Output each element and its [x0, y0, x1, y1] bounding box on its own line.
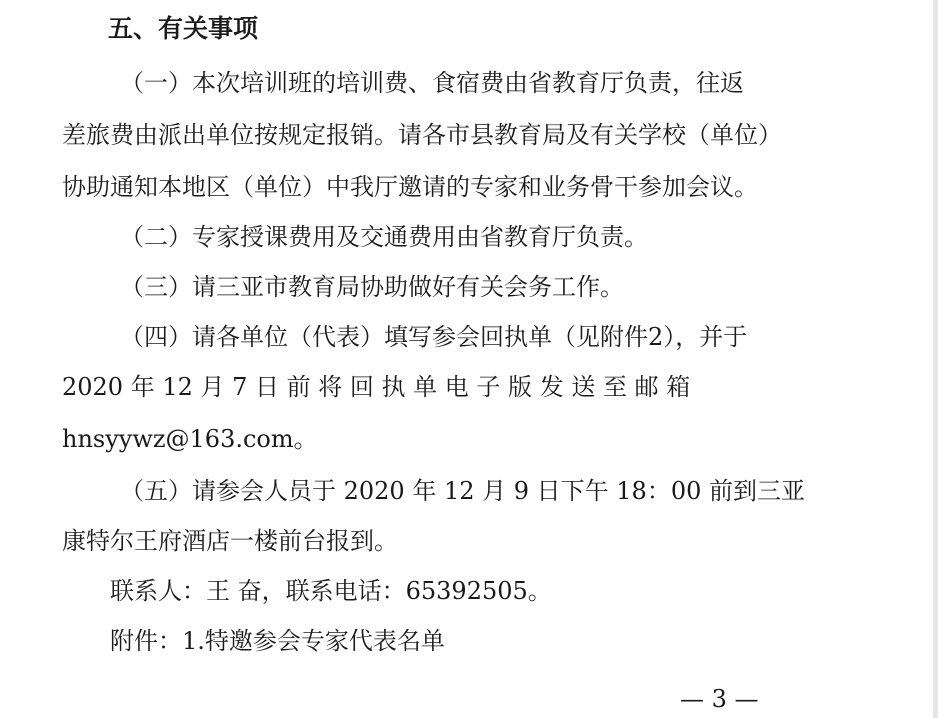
page-number: — 3 — — [680, 685, 759, 713]
para-5-line-1: （五）请参会人员于 2020 年 12 月 9 日下午 18：00 前到三亚 — [120, 477, 805, 505]
para-4-line-1: （四）请各单位（代表）填写参会回执单（见附件2），并于 — [120, 323, 748, 351]
para-4-line-3: hnsyywz@163.com。 — [62, 425, 318, 453]
para-1-line-1: （一）本次培训班的培训费、食宿费由省教育厅负责，往返 — [120, 69, 744, 97]
section-heading: 五、有关事项 — [108, 14, 259, 43]
para-1-line-3: 协助通知本地区（单位）中我厅邀请的专家和业务骨干参加会议。 — [62, 173, 758, 201]
page-edge — [933, 0, 938, 718]
para-2-line-1: （二）专家授课费用及交通费用由省教育厅负责。 — [120, 223, 648, 251]
para-4-line-2: 2020 年 12 月 7 日 前 将 回 执 单 电 子 版 发 送 至 邮 箱 — [62, 373, 691, 401]
para-5-line-2: 康特尔王府酒店一楼前台报到。 — [62, 527, 398, 555]
attachment-line: 附件：1.特邀参会专家代表名单 — [110, 627, 445, 655]
para-3-line-1: （三）请三亚市教育局协助做好有关会务工作。 — [120, 273, 624, 301]
contact-line: 联系人：王 奋，联系电话：65392505。 — [110, 577, 552, 605]
para-1-line-2: 差旅费由派出单位按规定报销。请各市县教育局及有关学校（单位） — [62, 121, 782, 149]
